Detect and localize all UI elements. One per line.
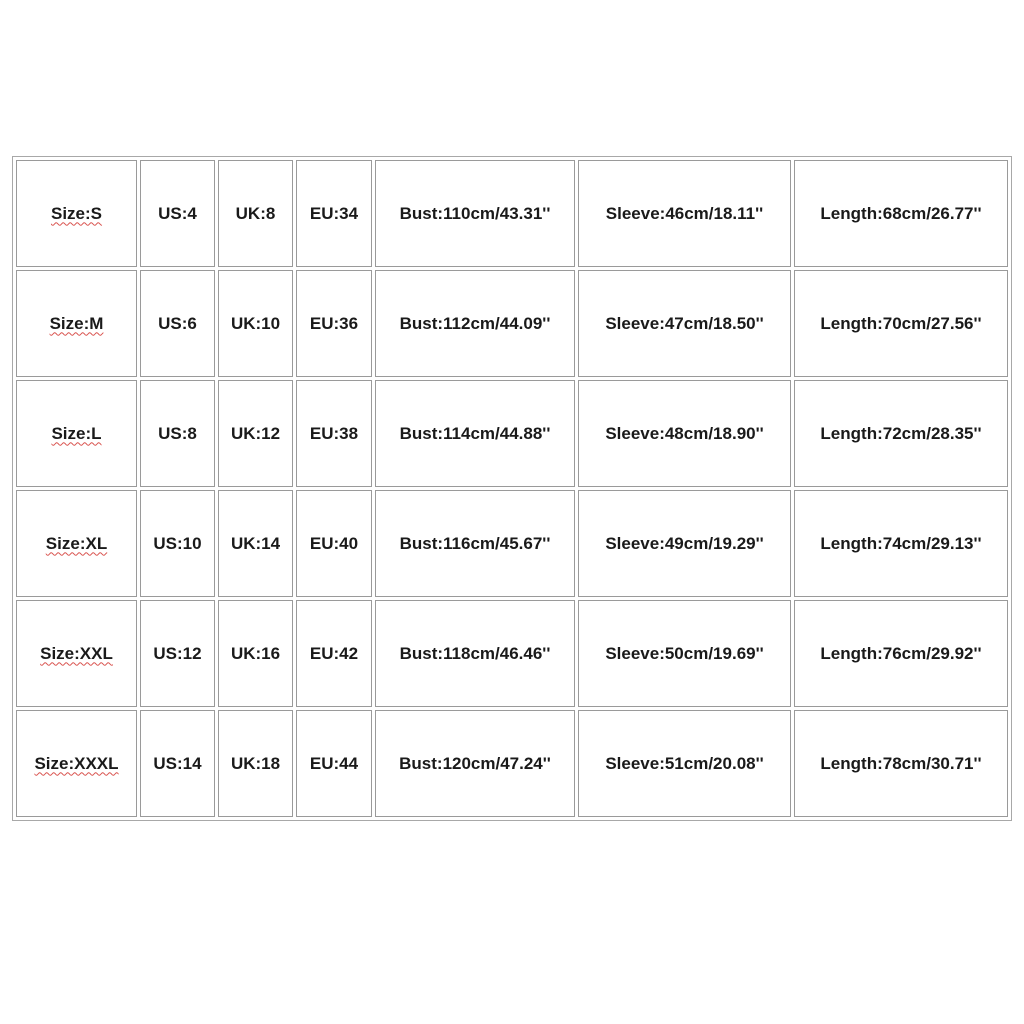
eu-size-cell: EU:38 bbox=[296, 380, 372, 487]
size-cell bbox=[16, 490, 137, 597]
size-cell bbox=[16, 380, 137, 487]
table-row bbox=[16, 490, 1008, 597]
us-size-cell: US:14 bbox=[140, 710, 215, 817]
length-cell: Length:74cm/29.13'' bbox=[794, 490, 1008, 597]
bust-cell: Bust:114cm/44.88'' bbox=[375, 380, 575, 487]
eu-size-cell: EU:42 bbox=[296, 600, 372, 707]
sleeve-cell: Sleeve:46cm/18.11'' bbox=[578, 160, 791, 267]
us-size-cell: US:12 bbox=[140, 600, 215, 707]
length-cell: Length:68cm/26.77'' bbox=[794, 160, 1008, 267]
length-cell: Length:72cm/28.35'' bbox=[794, 380, 1008, 487]
size-chart-table bbox=[12, 156, 1012, 821]
size-label: Size:S bbox=[50, 203, 103, 223]
length-cell: Length:76cm/29.92'' bbox=[794, 600, 1008, 707]
size-label: Size:XL bbox=[45, 533, 108, 553]
sleeve-cell: Sleeve:47cm/18.50'' bbox=[578, 270, 791, 377]
size-cell bbox=[16, 600, 137, 707]
us-size-cell: US:10 bbox=[140, 490, 215, 597]
table-row bbox=[16, 600, 1008, 707]
uk-size-cell: UK:12 bbox=[218, 380, 293, 487]
size-label: Size:XXL bbox=[40, 643, 113, 663]
eu-size-cell: EU:40 bbox=[296, 490, 372, 597]
bust-cell: Bust:120cm/47.24'' bbox=[375, 710, 575, 817]
us-size-cell: US:6 bbox=[140, 270, 215, 377]
bust-cell: Bust:110cm/43.31'' bbox=[375, 160, 575, 267]
eu-size-cell: EU:36 bbox=[296, 270, 372, 377]
bust-cell: Bust:116cm/45.67'' bbox=[375, 490, 575, 597]
bust-cell: Bust:112cm/44.09'' bbox=[375, 270, 575, 377]
size-cell bbox=[16, 160, 137, 267]
table-row bbox=[16, 710, 1008, 817]
us-size-cell: US:8 bbox=[140, 380, 215, 487]
uk-size-cell: UK:8 bbox=[218, 160, 293, 267]
sleeve-cell: Sleeve:48cm/18.90'' bbox=[578, 380, 791, 487]
uk-size-cell: UK:18 bbox=[218, 710, 293, 817]
eu-size-cell: EU:34 bbox=[296, 160, 372, 267]
size-label: Size:M bbox=[49, 313, 104, 333]
size-label: Size:L bbox=[51, 423, 102, 443]
table-row bbox=[16, 380, 1008, 487]
uk-size-cell: UK:14 bbox=[218, 490, 293, 597]
table-row bbox=[16, 160, 1008, 267]
eu-size-cell: EU:44 bbox=[296, 710, 372, 817]
length-cell: Length:78cm/30.71'' bbox=[794, 710, 1008, 817]
uk-size-cell: UK:16 bbox=[218, 600, 293, 707]
size-chart bbox=[13, 157, 1011, 820]
sleeve-cell: Sleeve:50cm/19.69'' bbox=[578, 600, 791, 707]
sleeve-cell: Sleeve:49cm/19.29'' bbox=[578, 490, 791, 597]
uk-size-cell: UK:10 bbox=[218, 270, 293, 377]
bust-cell: Bust:118cm/46.46'' bbox=[375, 600, 575, 707]
size-label: Size:XXXL bbox=[34, 753, 119, 773]
table-row bbox=[16, 270, 1008, 377]
size-cell bbox=[16, 710, 137, 817]
sleeve-cell: Sleeve:51cm/20.08'' bbox=[578, 710, 791, 817]
length-cell: Length:70cm/27.56'' bbox=[794, 270, 1008, 377]
us-size-cell: US:4 bbox=[140, 160, 215, 267]
size-cell bbox=[16, 270, 137, 377]
